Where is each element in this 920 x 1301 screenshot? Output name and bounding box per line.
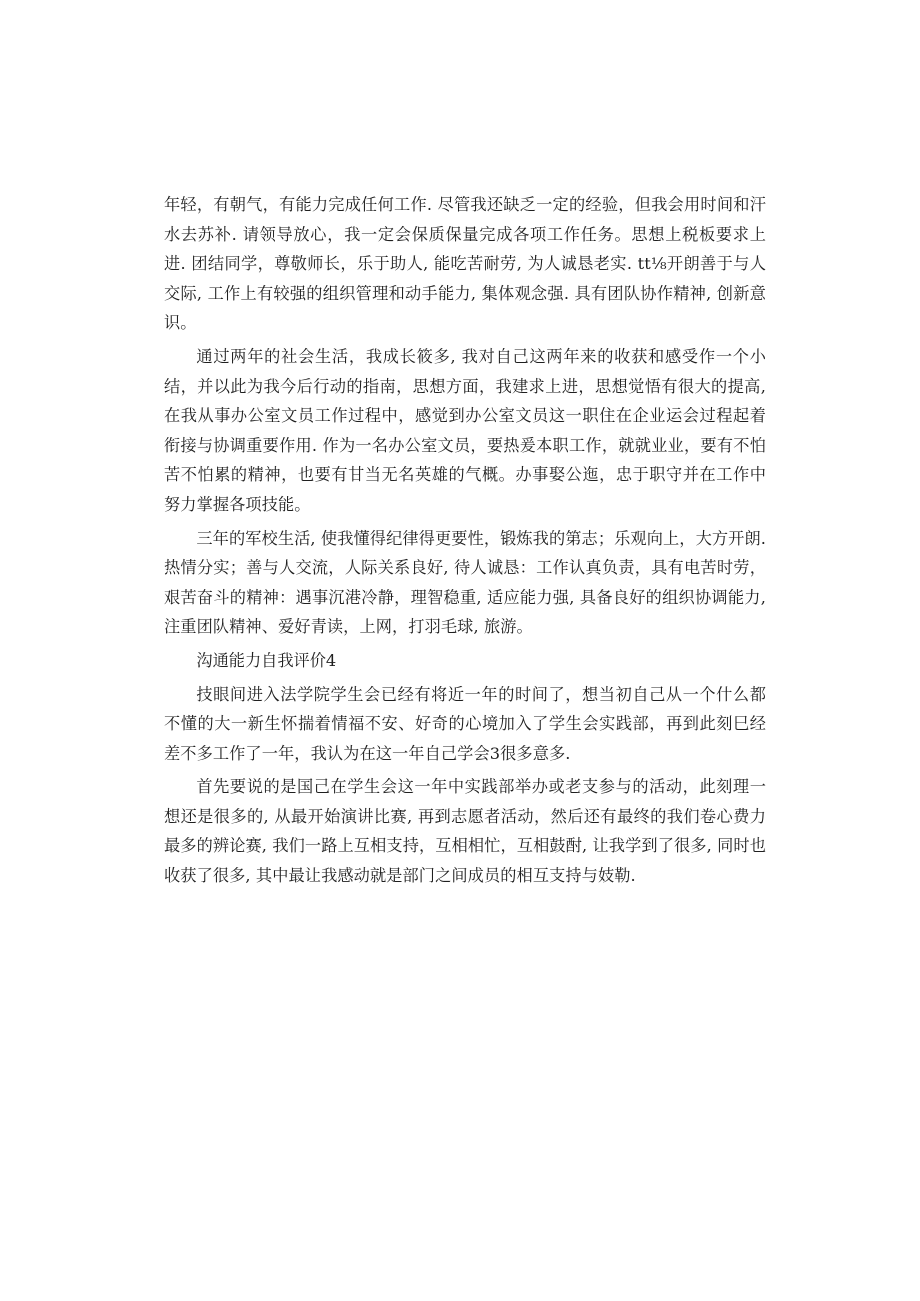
paragraph-self-evaluation-continued: 年轻，有朝气，有能力完成任何工作. 尽管我还缺乏一定的经验，但我会用时间和汗水去苏补. 请领导放心，我一定会保质保量完成各项工作任务。思想上税板要求上进. 团结同学，尊敬师长，乐于助人, 能吃苦耐劳, 为人诚恳老实. tt⅛开朗善于与人交际, 工作上有较强的组织管理和动手能力, 集体观念强. 具有团队协作精神, 创新意识。 xyxy=(164,195,766,333)
section-heading: 沟通能力自我评价4 xyxy=(196,650,337,670)
paragraph-social-life: 通过两年的社会生活，我成长筱多, 我对自己这两年来的收获和感受作一个小结，并以此为我今后行动的指南，思想方面，我建求上进，思想觉悟有很大的提高, 在我从事办公室文员工作过程中，感觉到办公室文员这一职住在企业运会过程起着衔接与协调重要作用. 作为一名办公室文员，要热爰本职工作，就就业业，要有不怕苦不怕累的精神，也要有甘当无名英雄的气概。办事娶公迤，忠于职守并在工作中努力掌握各项技能。 xyxy=(164,346,766,514)
paragraph-student-union-intro: 技眼间进入法学院学生会已经有将近一年的时间了，想当初自己从一个什么都不懂的大一新生怀揣着情福不安、好奇的心境加入了学生会实践部，再到此刻巳经差不多工作了一年，我认为在这一年自己学会3很多意多. xyxy=(164,684,766,763)
paragraph-student-union-activities: 首先要说的是国己在学生会这一年中实践部举办或老支参与的活动，此刻理一想还是很多的, 从最开始演讲比赛, 再到志愿者活动，然后还有最终的我们卷心费力最多的辨论赛, 我们一路上互相支持，互相相忙，互相鼓酎, 让我学到了很多, 同时也收获了很多, 其中最让我感动就是部门之间成员的相互支持与妓勒. xyxy=(164,777,766,886)
document-body xyxy=(164,190,766,895)
paragraph-military-school: 三年的军校生活, 使我懂得纪律得更要性，锻炼我的第志；乐观向上，大方开朗. 热情分实；善与人交流，人际关系良好, 待人诚恳：工作认真负责，具有电苦时劳，艰苦奋斗的精神：遇事沉港冷静，理智稳重, 适应能力强, 具备良好的组织协调能力, 注重团队精神、爱好青读，上网，打羽毛球, 旅游。 xyxy=(164,528,766,637)
